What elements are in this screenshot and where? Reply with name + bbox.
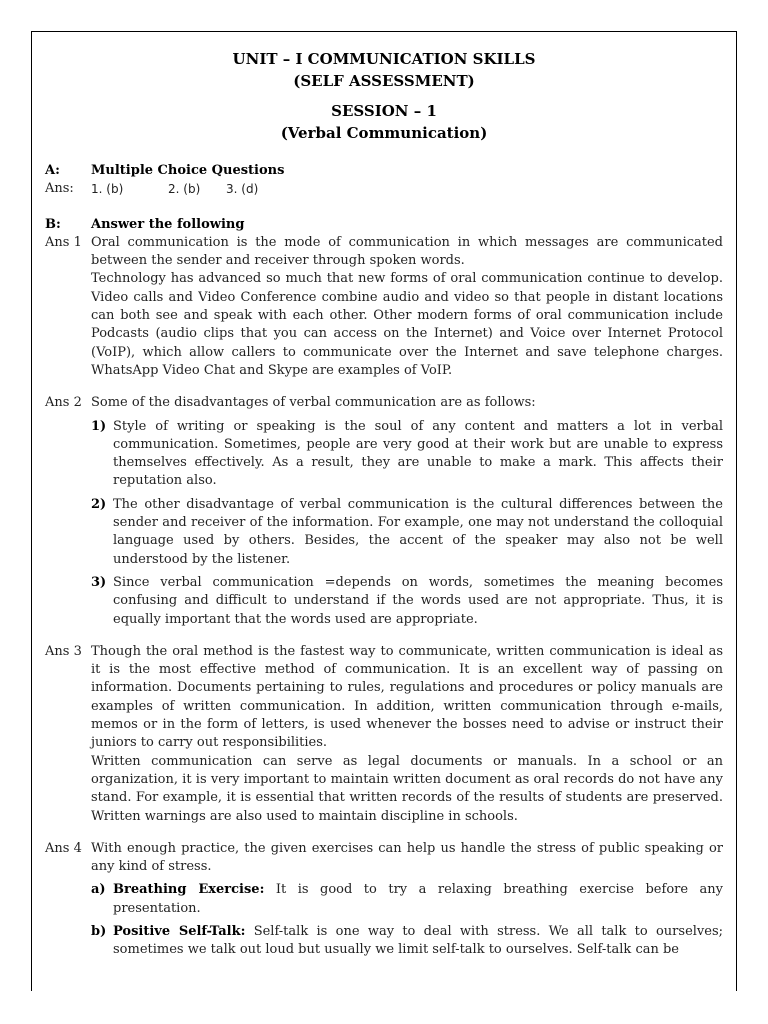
- list-item-number: 3): [91, 574, 107, 590]
- mcq-answers: [91, 180, 723, 198]
- list-item: [91, 418, 723, 491]
- list-item-text: Since verbal communication =depends on words, sometimes the meaning becomes confusing and difficult to understand if the words used are not appropriate. Thus, it is equally important that the words used are appropriate.: [113, 574, 723, 627]
- unit-subtitle: (SELF ASSESSMENT): [293, 72, 475, 90]
- list-item-text: Style of writing or speaking is the soul of any content and matters a lot in verbal communication. Sometimes, people are very good at their work but are unable to express themselves effectively. As a result, they are unable to make a mark. This affects their reputation also.: [113, 418, 723, 489]
- section-a-heading: [45, 162, 723, 180]
- section-b-label: B:: [45, 216, 61, 232]
- section-a-label: A:: [45, 163, 60, 178]
- list-item-body: Self-talk is one way to deal with stress. We all talk to ourselves; sometimes we talk out loud but usually we limit self-talk to ourselves. Self-talk can be: [113, 923, 724, 958]
- list-item: [91, 496, 723, 569]
- list-item-number: a): [91, 882, 106, 898]
- answer-1: [45, 234, 723, 380]
- answer-2-list: [91, 418, 723, 629]
- unit-title: UNIT – I COMMUNICATION SKILLS: [232, 50, 536, 68]
- section-b-heading: [45, 216, 723, 234]
- answer-2: [45, 394, 723, 412]
- list-item-text: The other disadvantage of verbal communication is the cultural differences between the sender and receiver of the information. For example, one may not understand the colloquial language used by others. Besides, the accent of the speaker may also not be well understood by the listener.: [113, 496, 723, 567]
- list-item-number: b): [91, 923, 107, 939]
- answer-3-body: [91, 643, 723, 826]
- list-item: [91, 923, 723, 960]
- session-title: SESSION – 1: [331, 102, 437, 120]
- list-item-number: 2): [91, 496, 107, 512]
- section-a-answers: [45, 180, 723, 198]
- answer-4-intro: With enough practice, the given exercises can help us handle the stress of public speaking or any kind of stress.: [91, 840, 723, 875]
- list-item: [91, 881, 723, 918]
- section-b-title: Answer the following: [91, 216, 245, 232]
- answer-3-paragraph: Written communication can serve as legal documents or manuals. In a school or an organization, it is very important to maintain written document as oral records do not have any stand. For example, it is essential that written records of the results of students are preserved. Written warnings are also used to maintain discipline in schools.: [91, 753, 723, 824]
- list-item-number: 1): [91, 418, 107, 434]
- answer-4: [45, 840, 723, 877]
- mcq-answer-3: 3. (d): [226, 182, 259, 197]
- answer-1-paragraph: Technology has advanced so much that new forms of oral communication continue to develop. Video calls and Video Conference combine audio and video so that people in distant locations can both see and speak with each other. Other modern forms of oral communication include Podcasts (audio clips that you can access on the Internet) and Voice over Internet Protocol (VoIP), which allow callers to communicate over the Internet and save telephone charges. WhatsApp Video Chat and Skype are examples of VoIP.: [91, 271, 723, 378]
- section-a-title: Multiple Choice Questions: [91, 163, 285, 178]
- answer-3: [45, 643, 723, 826]
- answer-4-label: Ans 4: [45, 840, 82, 856]
- answer-3-label: Ans 3: [45, 643, 82, 659]
- list-item-title: Positive Self-Talk:: [113, 923, 246, 939]
- answer-2-intro: Some of the disadvantages of verbal communication are as follows:: [91, 395, 536, 411]
- list-item-body: It is good to try a relaxing breathing exercise before any presentation.: [113, 882, 724, 916]
- list-item-text: [113, 923, 723, 960]
- list-item-text: [113, 881, 723, 918]
- document-content: [45, 48, 723, 960]
- list-item-title: Breathing Exercise:: [113, 882, 265, 898]
- list-item: [91, 574, 723, 629]
- answer-4-list: [91, 881, 723, 959]
- answer-1-body: [91, 234, 723, 380]
- answer-1-paragraph: Oral communication is the mode of communication in which messages are communicated between the sender and receiver through spoken words.: [91, 234, 723, 269]
- mcq-answer-1: 1. (b): [91, 182, 124, 197]
- mcq-ans-label: Ans:: [45, 181, 74, 197]
- mcq-answer-2: 2. (b): [168, 182, 201, 197]
- document-page: [31, 31, 737, 991]
- answer-1-label: Ans 1: [45, 234, 82, 250]
- answer-2-label: Ans 2: [45, 395, 82, 411]
- answer-3-paragraph: Though the oral method is the fastest way to communicate, written communication is ideal as it is the most effective method of communication. It is an excellent way of passing on information. Documents pertaining to rules, regulations and procedures or policy manuals are examples of written communication. In addition, written communication through e-mails, memos or in the form of letters, is used whenever the bosses need to advise or instruct their juniors to carry out responsibilities.: [91, 643, 723, 751]
- session-subtitle: (Verbal Communication): [280, 124, 488, 142]
